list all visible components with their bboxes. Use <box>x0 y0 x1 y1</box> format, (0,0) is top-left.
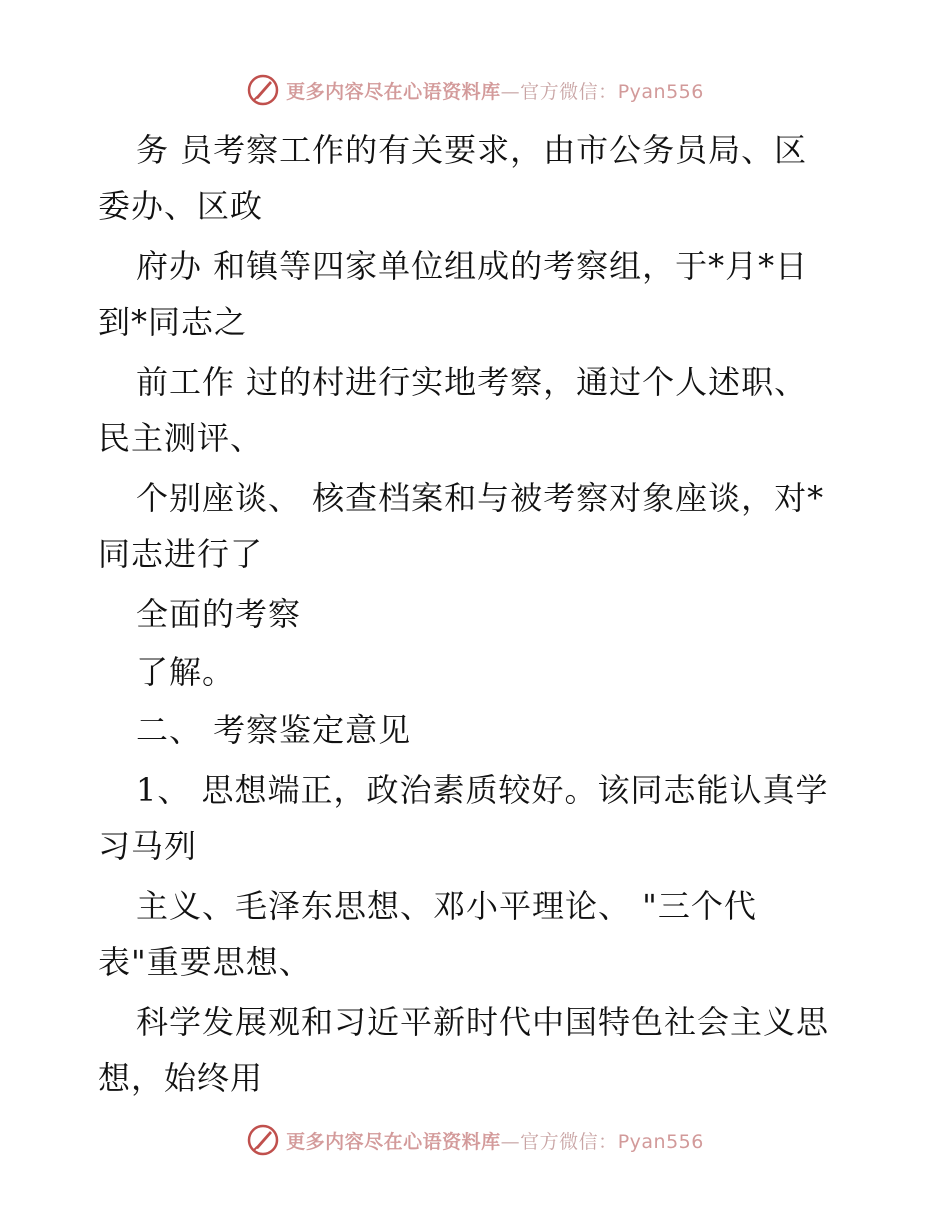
body-line: 到*同志之 <box>98 303 248 341</box>
body-line: 府办 和镇等四家单位组成的考察组，于*月*日 <box>136 247 809 285</box>
banner-wechat-id: Pyan556 <box>617 80 704 103</box>
banner-text <box>286 77 704 104</box>
body-line: 1、 思想端正，政治素质较好。该同志能认真学 <box>136 771 829 809</box>
banner-brand: 更多内容尽在心语资料库 <box>286 80 501 103</box>
banner-separator: — <box>500 80 521 103</box>
header-watermark-banner <box>0 70 950 110</box>
body-line: 全面的考察 <box>136 595 302 633</box>
banner-wechat-id: Pyan556 <box>617 1130 704 1153</box>
body-line: 民主测评、 <box>98 419 264 457</box>
body-line: 主义、毛泽东思想、邓小平理论、 "三个代 <box>136 887 757 925</box>
body-line: 委办、区政 <box>98 187 264 225</box>
body-line: 习马列 <box>98 827 198 865</box>
body-line: 前工作 过的村进行实地考察，通过个人述职、 <box>136 363 808 401</box>
footer-watermark-banner <box>0 1120 950 1160</box>
body-line: 想，始终用 <box>98 1059 264 1097</box>
body-line: 表"重要思想、 <box>98 943 312 981</box>
section-heading: 二、 考察鉴定意见 <box>136 711 412 749</box>
body-line: 了解。 <box>136 653 236 691</box>
banner-text <box>286 1127 704 1154</box>
body-line: 科学发展观和习近平新时代中国特色社会主义思 <box>136 1003 830 1041</box>
body-line: 同志进行了 <box>98 535 264 573</box>
quill-logo-icon <box>246 73 280 107</box>
body-line: 务 员考察工作的有关要求，由市公务员局、区 <box>136 131 808 169</box>
banner-wechat-label: 官方微信： <box>520 1130 618 1153</box>
banner-wechat-label: 官方微信： <box>520 80 618 103</box>
banner-separator: — <box>500 1130 521 1153</box>
quill-logo-icon <box>246 1123 280 1157</box>
banner-brand: 更多内容尽在心语资料库 <box>286 1130 501 1153</box>
body-line: 个别座谈、 核查档案和与被考察对象座谈，对* <box>136 479 825 517</box>
